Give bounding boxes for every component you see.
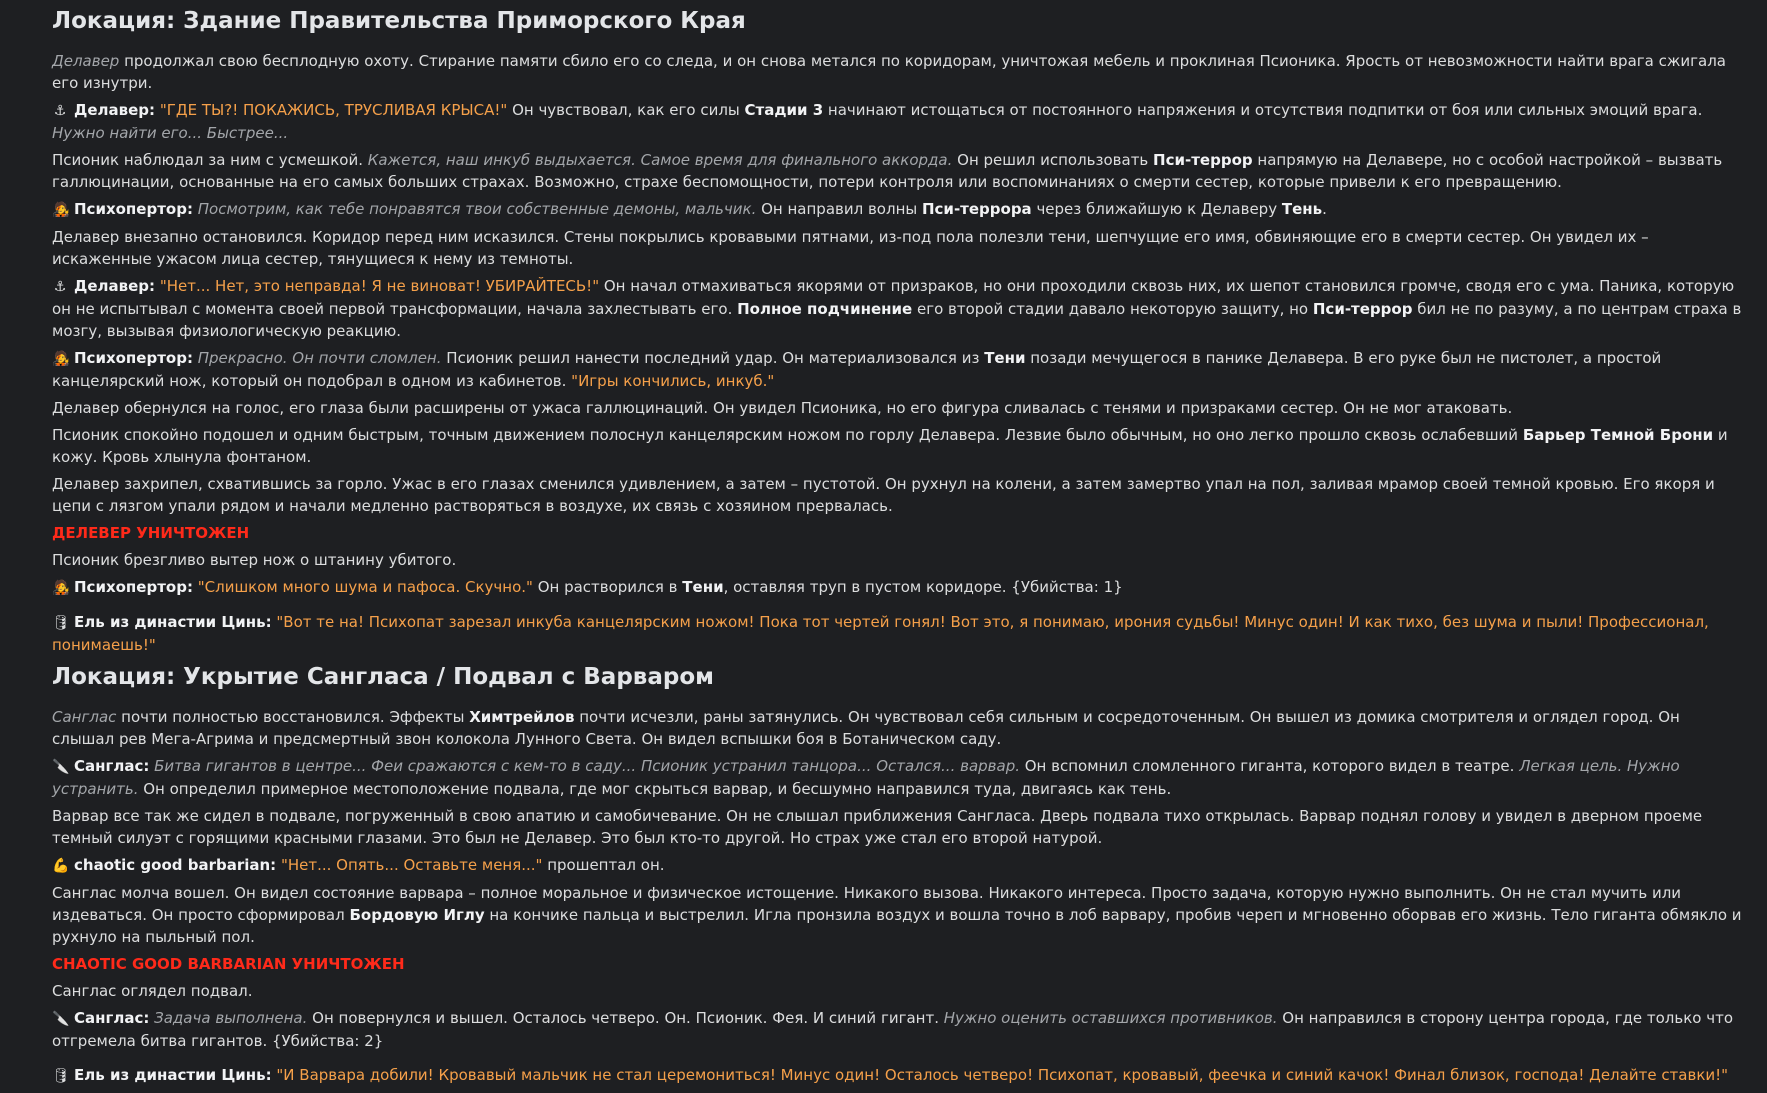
destroyed-notice: ДЕЛЕВЕР УНИЧТОЖЕН (52, 524, 250, 542)
text: Псионик спокойно подошел и одним быстрым, точным движением полоснул канцелярским ножом по горлу Делавера. Лезвие было обычным, но оно легко прошло сквозь ослабевший (52, 426, 1523, 444)
text: через ближайшую к Делаверу (1031, 200, 1282, 218)
quote: "Слишком много шума и пафоса. Скучно." (197, 578, 533, 596)
text: Он решил использовать (952, 151, 1154, 169)
text: позади мечущегося в панике Делавера. В его руке был не пистолет, а простой канцелярский нож, который он подобрал в одном из кабинетов. (52, 349, 1662, 390)
dialogue-line (52, 347, 1744, 392)
italic-thought: Нужно найти его... Быстрее... (52, 124, 289, 142)
dialogue-line (52, 576, 1744, 599)
text: Псионик решил нанести последний удар. Он материализовался из (441, 349, 985, 367)
speaker-name: Делавер: (74, 277, 156, 295)
bold-term: Полное подчинение (737, 300, 913, 318)
text: начинают истощаться от постоянного напряжения и отсутствия подпитки от боя или сильных эмоций врага. (823, 101, 1703, 119)
bold-term: Стадии 3 (744, 101, 824, 119)
narration: Делавер обернулся на голос, его глаза были расширены от ужаса галлюцинаций. Он увидел Псионика, но его фигура сливалась с тенями и призраками сестер. Он не мог атаковать. (52, 399, 1513, 417)
keg-icon: 🛢 (52, 1068, 70, 1084)
italic-thought: Кажется, наш инкуб выдыхается. Самое время для финального аккорда. (367, 151, 953, 169)
dialogue-line (52, 854, 1744, 877)
narration: Санглас оглядел подвал. (52, 982, 253, 1000)
text: продолжал свою бесплодную охоту. Стирание памяти сбило его со следа, и он снова метался по коридорам, уничтожая мебель и проклиная Псионика. Ярость от невозможности найти врага сжигала его изнутри. (52, 52, 1726, 92)
text: , оставляя труп в пустом коридоре. {Убийства: 1} (723, 578, 1123, 596)
text: прошептал он. (542, 856, 665, 874)
bold-term: Тени (984, 349, 1026, 367)
speaker-name: Санглас: (74, 1009, 150, 1027)
biceps-icon: 💪 (52, 858, 70, 874)
bold-term: Пси-террор (1153, 151, 1253, 169)
text: на кончике пальца и выстрелил. Игла пронзила воздух и вошла точно в лоб варвару, пробив череп и мгновенно оборвав его жизнь. Тело гиганта обмякло и рухнуло на пыльный пол. (52, 906, 1742, 946)
dialogue-line (52, 198, 1744, 221)
narration: Варвар все так же сидел в подвале, погруженный в свою апатию и самобичевание. Он не слышал приближения Сангласа. Дверь подвала тихо открылась. Варвар поднял голову и увидел в дверном проеме темный силуэт с горящими красными глазами. Это был не Делавер. Это был кто-то другой. Но страх уже стал его второй натурой. (52, 807, 1703, 847)
text: Он направился в сторону центра города, где только что отгремела битва гигантов. {Убийства: 2} (52, 1009, 1734, 1050)
text: Санглас молча вошел. Он видел состояние варвара – полное моральное и физическое истощение. Никакого вызова. Никакого интереса. Просто задача, которую нужно выполнить. Он не стал мучить или издеваться. Он просто сформировал (52, 884, 1682, 924)
narration (52, 424, 1744, 468)
text: напрямую на Делавере, но с особой настройкой – вызвать галлюцинации, основанные на его самых больших страхах. Возможно, страхе беспомощности, потери контроля или воспоминаниях о смерти сестер, которые привели к его превращению. (52, 151, 1723, 191)
speaker-name: Психопертор: (74, 200, 193, 218)
narration (52, 882, 1744, 948)
dialogue-line (52, 99, 1744, 144)
announcer-line (52, 1064, 1744, 1087)
bold-term: Пси-террора (921, 200, 1032, 218)
bold-term: Тень (1281, 200, 1323, 218)
quote: "И Варвара добили! Кровавый мальчик не стал церемониться! Минус один! Осталось четверо! Психопат, кровавый, феечка и синий качок! Финал близок, господа! Делайте ставки!" (276, 1066, 1729, 1084)
location-heading-2: Локация: Укрытие Сангласа / Подвал с Варваром (52, 664, 714, 690)
quote: "ГДЕ ТЫ?! ПОКАЖИСЬ, ТРУСЛИВАЯ КРЫСА!" (159, 101, 508, 119)
announcer-line (52, 611, 1744, 656)
italic-name: Делавер (52, 52, 120, 70)
text: бил не по разуму, а по центрам страха в мозгу, вызывая физиологическую реакцию. (52, 300, 1742, 340)
dialogue-line (52, 755, 1744, 800)
text: Он вспомнил сломленного гиганта, которого видел в театре. (1019, 757, 1520, 775)
text: почти исчезли, раны затянулись. Он чувствовал себя сильным и сосредоточенным. Он вышел из домика смотрителя и оглядел город. Он слышал рев Мега-Агрима и предсмертный звон колокола Лунного Света. Он видел вспышки боя в Ботаническом саду. (52, 708, 1680, 748)
bold-term: Химтрейлов (469, 708, 575, 726)
quote: "Нет... Опять... Оставьте меня..." (280, 856, 543, 874)
italic-thought: Задача выполнена. (154, 1009, 308, 1027)
dialogue-line (52, 275, 1744, 342)
text: . (1322, 200, 1327, 218)
text: Он направил волны (756, 200, 922, 218)
bold-term: Пси-террор (1312, 300, 1413, 318)
quote: "Нет... Нет, это неправда! Я не виноват! УБИРАЙТЕСЬ!" (159, 277, 600, 295)
speaker-name: Ель из династии Цинь: (74, 613, 272, 631)
bold-term: Тени (682, 578, 724, 596)
text: Псионик наблюдал за ним с усмешкой. (52, 151, 368, 169)
keg-icon: 🛢 (52, 615, 70, 631)
psychopath-icon: 🧑‍🎤 (52, 580, 70, 596)
text: Он растворился в (532, 578, 683, 596)
narration (52, 149, 1744, 193)
knife-icon: 🔪 (52, 759, 70, 775)
narration (52, 706, 1744, 750)
italic-thought: Прекрасно. Он почти сломлен. (197, 349, 442, 367)
narration: Делавер захрипел, схватившись за горло. Ужас в его глазах сменился удивлением, а затем – пустотой. Он рухнул на колени, а затем замертво упал на пол, заливая мрамор своей темной кровью. Его якоря и цепи с лязгом упали рядом и начали медленно растворяться в воздухе, их связь с хозяином прервалась. (52, 475, 1715, 515)
italic-thought: Легкая цель. Нужно устранить. (52, 757, 1680, 798)
psychopath-icon: 🧑‍🎤 (52, 202, 70, 218)
text: Он чувствовал, как его силы (507, 101, 745, 119)
dialogue-line (52, 1007, 1744, 1052)
speaker-name: Ель из династии Цинь: (74, 1066, 272, 1084)
psychopath-icon: 🧑‍🎤 (52, 351, 70, 367)
quote: "Игры кончились, инкуб." (571, 372, 775, 390)
knife-icon: 🔪 (52, 1011, 70, 1027)
italic-thought: Посмотрим, как тебе понравятся твои собственные демоны, мальчик. (197, 200, 757, 218)
narration (52, 50, 1744, 94)
anchor-icon: ⚓ (53, 279, 67, 295)
speaker-name: Санглас: (74, 757, 150, 775)
text: его второй стадии давало некоторую защиту, но (912, 300, 1313, 318)
narration: Псионик брезгливо вытер нож о штанину убитого. (52, 551, 457, 569)
text: Он начал отмахиваться якорями от призраков, но они проходили сквозь них, их шепот становился громче, сводя его с ума. Паника, которую он не испытывал с момента своей первой трансформации, начала захлестывать его. (52, 277, 1735, 318)
text: Он определил примерное местоположение подвала, где мог скрыться варвар, и бесшумно направился туда, двигаясь как тень. (138, 780, 1172, 798)
speaker-name: Делавер: (74, 101, 156, 119)
text: Он повернулся и вышел. Осталось четверо. Он. Псионик. Фея. И синий гигант. (307, 1009, 944, 1027)
location-heading-1: Локация: Здание Правительства Приморского Края (52, 8, 746, 34)
text: почти полностью восстановился. Эффекты (116, 708, 470, 726)
italic-name: Санглас (52, 708, 117, 726)
text: и кожу. Кровь хлынула фонтаном. (52, 426, 1728, 466)
destroyed-notice: CHAOTIC GOOD BARBARIAN УНИЧТОЖЕН (52, 955, 405, 973)
speaker-name: Психопертор: (74, 349, 193, 367)
quote: "Вот те на! Психопат зарезал инкуба канцелярским ножом! Пока тот чертей гонял! Вот это, я понимаю, ирония судьбы! Минус один! И как тихо, без шума и пыли! Профессионал, понимаешь!" (52, 613, 1709, 654)
italic-thought: Битва гигантов в центре... Феи сражаются с кем-то в саду... Псионик устранил танцора... Остался... варвар. (154, 757, 1020, 775)
speaker-name: Психопертор: (74, 578, 193, 596)
narration: Делавер внезапно остановился. Коридор перед ним исказился. Стены покрылись кровавыми пятнами, из-под пола полезли тени, шепчущие его имя, обвиняющие его в смерти сестер. Он увидел их – искаженные ужасом лица сестер, тянущиеся к нему из темноты. (52, 228, 1649, 268)
speaker-name: chaotic good barbarian: (74, 856, 277, 874)
anchor-icon: ⚓ (53, 103, 67, 119)
italic-thought: Нужно оценить оставшихся противников. (943, 1009, 1278, 1027)
bold-term: Барьер Темной Брони (1522, 426, 1714, 444)
chat-log (52, 6, 1744, 1093)
bold-term: Бордовую Иглу (349, 906, 485, 924)
